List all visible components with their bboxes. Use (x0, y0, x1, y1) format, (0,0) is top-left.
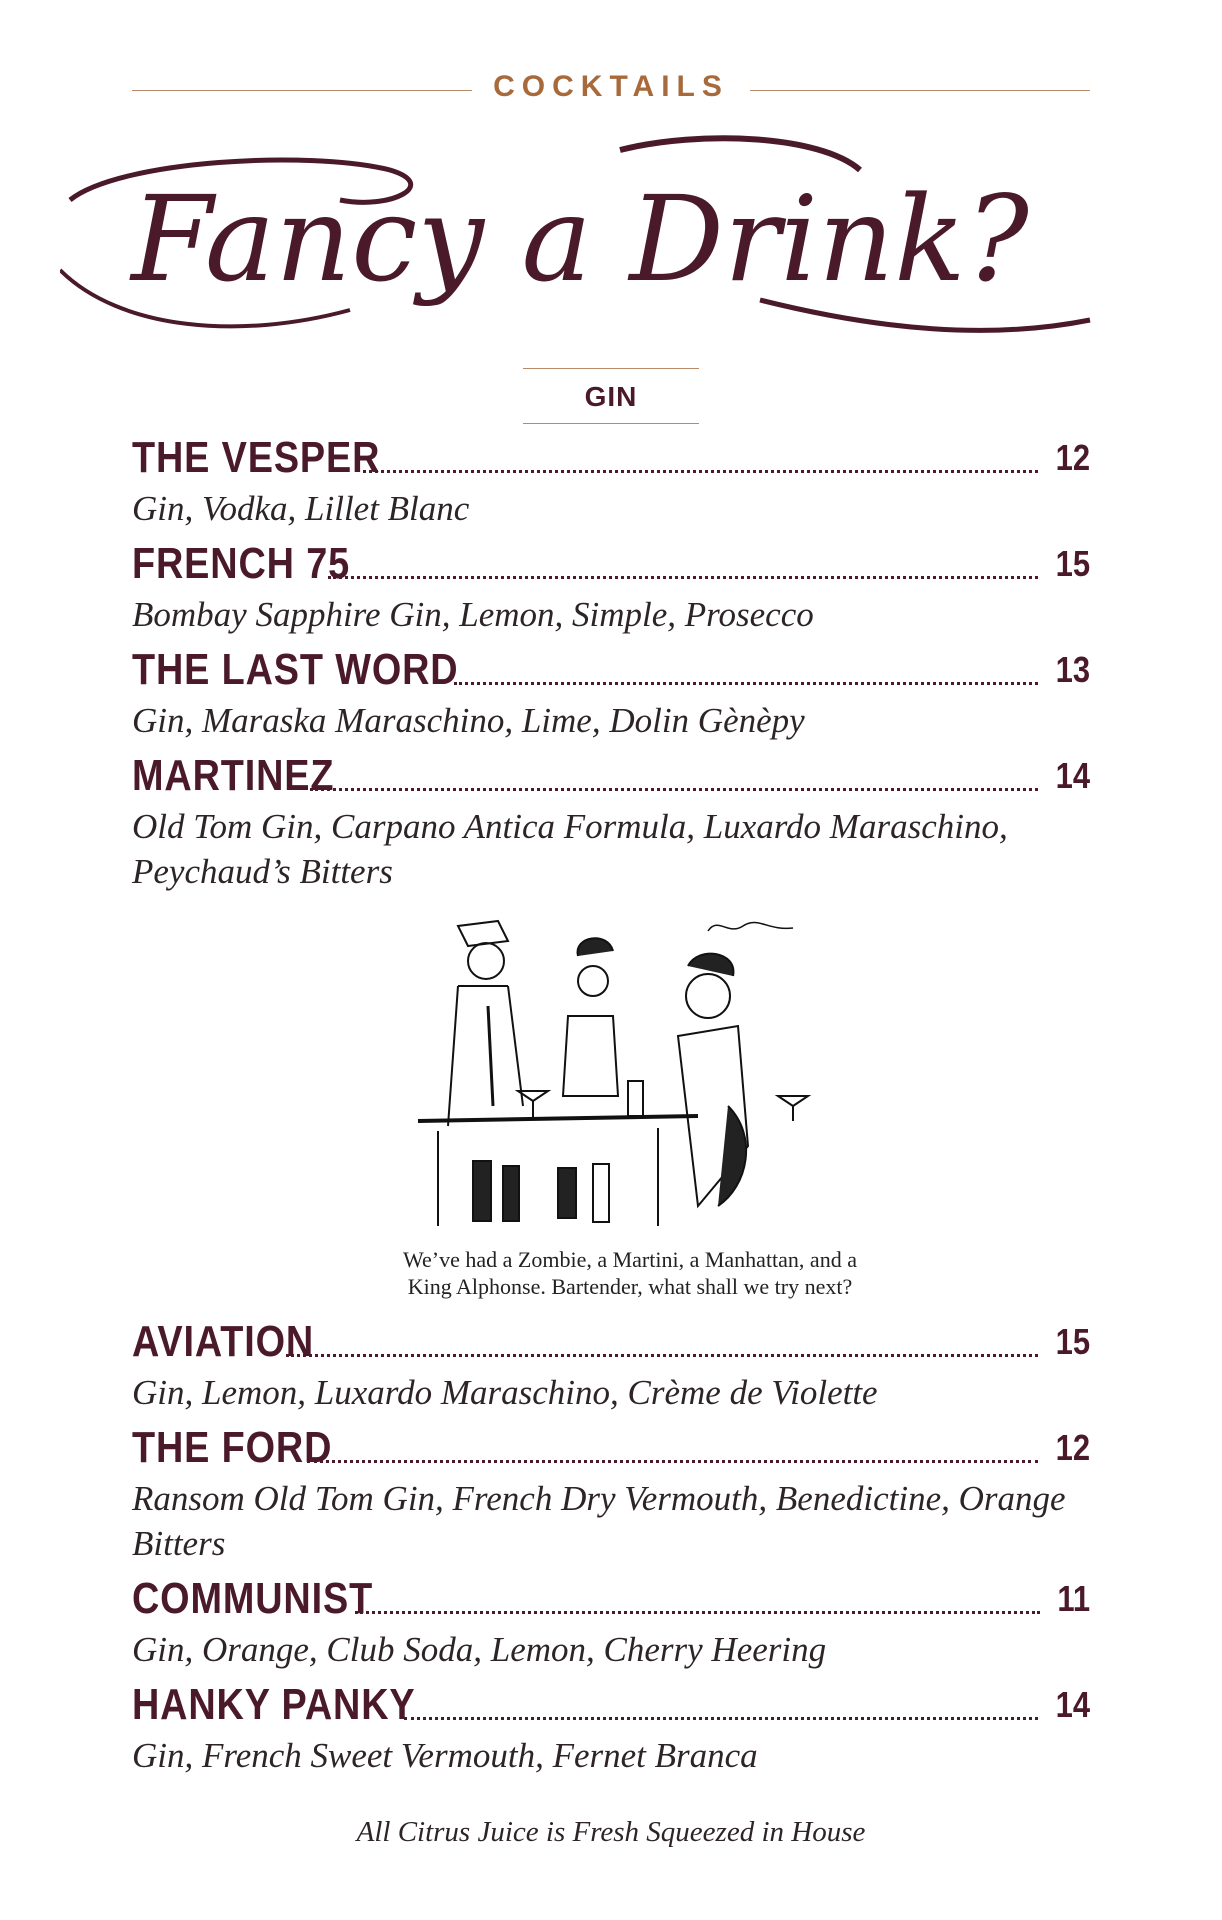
leader-dots (454, 682, 1038, 685)
leader-dots (310, 788, 1038, 791)
section-header (132, 70, 1090, 110)
item-name: AVIATION (132, 1317, 315, 1366)
item-description: Ransom Old Tom Gin, French Dry Vermouth, Benedictine, Orange Bitters (132, 1479, 1066, 1563)
leader-dots (363, 470, 1038, 473)
item-name: MARTINEZ (132, 751, 335, 800)
category-rule-top (523, 368, 699, 369)
menu-item (132, 1573, 1090, 1672)
menu-item (132, 750, 1090, 894)
header-rule-right (750, 90, 1090, 91)
item-name: COMMUNIST (132, 1574, 374, 1623)
script-title-text: Fancy a Drink? (131, 170, 1029, 308)
item-name: THE LAST WORD (132, 645, 459, 694)
item-name: HANKY PANKY (132, 1680, 416, 1729)
item-price: 11 (1057, 1578, 1090, 1619)
section-title: COCKTAILS (493, 70, 729, 103)
menu-item (132, 1316, 1090, 1415)
item-price: 12 (1055, 1427, 1090, 1468)
caption-line-1: We’ve had a Zombie, a Martini, a Manhattan, and a (403, 1247, 857, 1272)
footer-note: All Citrus Juice is Fresh Squeezed in House (356, 1816, 866, 1848)
item-name: THE FORD (132, 1423, 333, 1472)
item-description: Gin, Vodka, Lillet Blanc (132, 489, 470, 528)
item-price: 15 (1055, 1321, 1090, 1362)
leader-dots (286, 1354, 1038, 1357)
item-description: Gin, Maraska Maraschino, Lime, Dolin Gènèpy (132, 701, 805, 740)
menu-item (132, 538, 1090, 637)
menu-item (132, 432, 1090, 531)
leader-dots (307, 1460, 1038, 1463)
menu-item (132, 1679, 1090, 1778)
item-description: Gin, Orange, Club Soda, Lemon, Cherry Heering (132, 1630, 827, 1669)
flourish-right (620, 138, 860, 170)
leader-dots (404, 1717, 1038, 1720)
caption-line-2: King Alphonse. Bartender, what shall we try next? (407, 1274, 853, 1299)
item-description: Gin, Lemon, Luxardo Maraschino, Crème de Violette (132, 1373, 878, 1412)
item-description: Bombay Sapphire Gin, Lemon, Simple, Prosecco (132, 595, 814, 634)
item-name: THE VESPER (132, 433, 381, 482)
leader-dots (328, 576, 1038, 579)
item-price: 14 (1055, 755, 1090, 796)
item-price: 12 (1055, 437, 1090, 478)
category-gin (523, 368, 699, 424)
item-price: 14 (1055, 1684, 1090, 1725)
item-description: Old Tom Gin, Carpano Antica Formula, Luxardo Maraschino, Peychaud’s Bitters (132, 807, 1008, 891)
script-title (60, 130, 1100, 370)
item-description: Gin, French Sweet Vermouth, Fernet Branca (132, 1736, 758, 1775)
menu-item (132, 644, 1090, 743)
menu-item (132, 1422, 1090, 1566)
bar-cartoon-illustration (398, 906, 838, 1232)
illustration-caption (300, 1246, 960, 1300)
item-price: 13 (1055, 649, 1090, 690)
item-price: 15 (1055, 543, 1090, 584)
item-name: FRENCH 75 (132, 539, 351, 588)
category-label: GIN (584, 381, 638, 412)
leader-dots (355, 1611, 1040, 1614)
category-rule-bottom (523, 423, 699, 424)
